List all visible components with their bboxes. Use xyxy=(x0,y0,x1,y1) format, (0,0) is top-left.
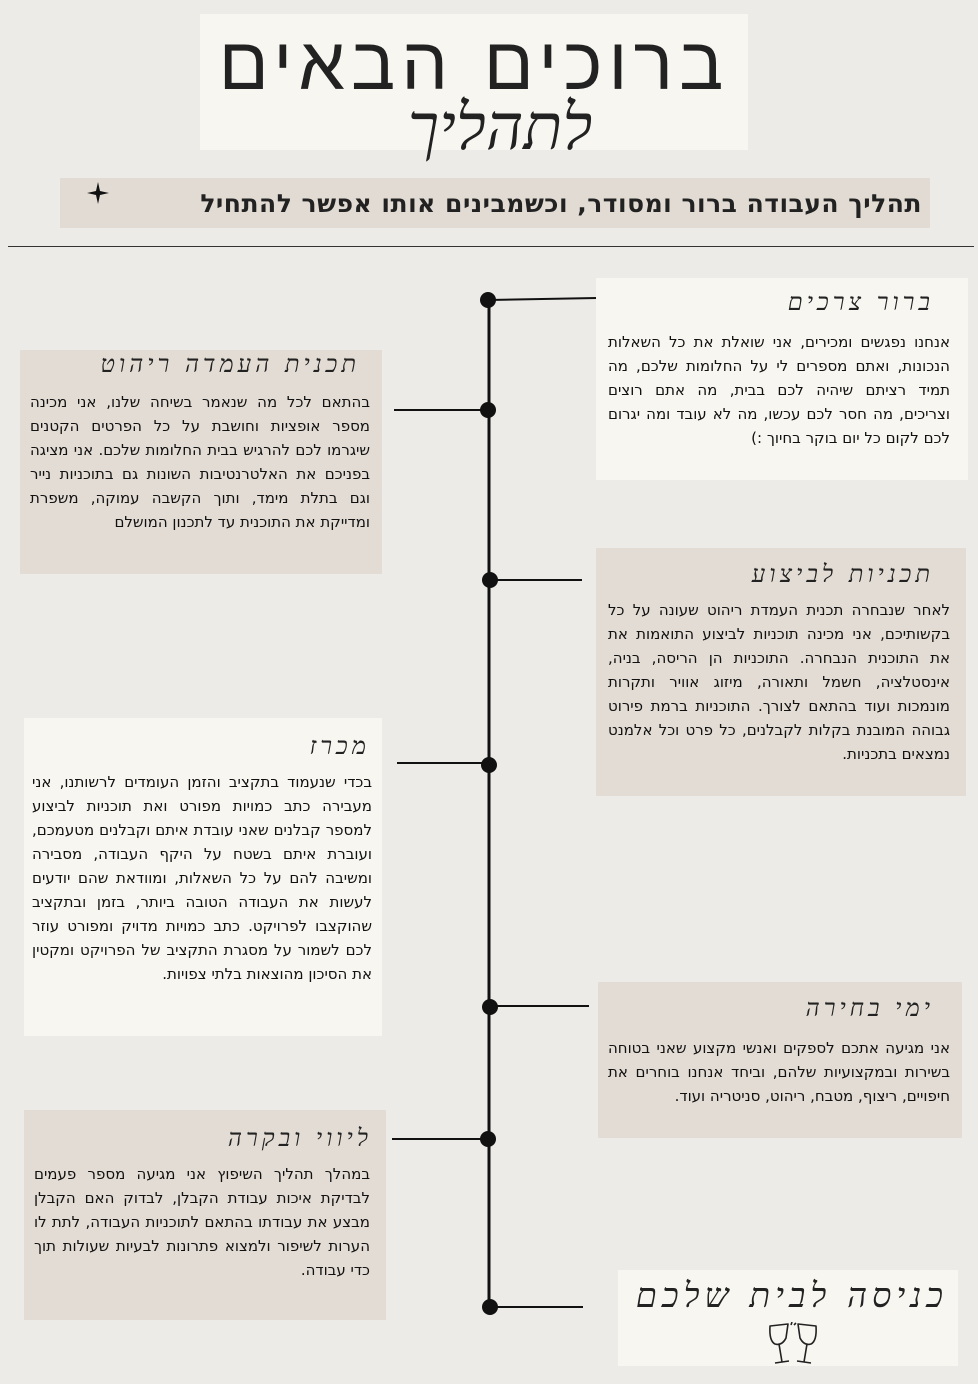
page-subtitle: תהליך העבודה ברור ומסודר, וכשמבינים אותו אפשר להתחיל xyxy=(200,189,922,218)
timeline-connector xyxy=(489,298,597,300)
step-body: לאחר שנבחרה תכנית העמדת ריהוט שעונה על כל בקשותיכם, אני מכינה תוכניות לביצוע התואמות את את התוכנית הנבחרה. התוכניות הן הריסה, בניה, אינסטלציה, חשמל ותאורה, מיזוג אוויר ותקרות מונמכות ועוד בהתאם לצורך. התוכניות ברמת פירוט גבוהה המובנת בקלות לקבלנים, כל פרט וכל אלמנט נמצאים בתכניות. xyxy=(608,601,950,763)
step-title: תכניות לביצוע xyxy=(751,560,934,588)
step-title: מכרז xyxy=(309,732,370,760)
timeline-dot xyxy=(482,999,498,1015)
wine-glasses-icon xyxy=(762,1322,824,1370)
step-body: בכדי שנעמוד בתקציב והזמן העומדים לרשותנו, אני מעבירה כתב כמויות מפורט ואת תוכניות לביצוע למספר קבלנים שאני עובדת איתם וקבלנים מטעמכם, ועוברת איתם בשטח על היקף העבודה, מסבירה ומשיבה להם על כל השאלות, ומוודאת שהם יודעים לעשות את העבודה הטובה ביותר, בזמן ובתקציב שהוקצבו לפרויקט. כתב כמויות מדויק ומפורט עוזר לכם לשמור על מסגרת התקציב של הפרויקט ומקטין את הסיכון מהוצאות בלתי צפויות. xyxy=(32,773,372,983)
ending-title: כניסה לבית שלכם xyxy=(635,1276,948,1316)
page-title: ברוכים הבאים xyxy=(218,21,730,107)
sparkle-icon xyxy=(86,181,110,205)
header-divider xyxy=(8,246,974,247)
timeline-dot xyxy=(482,572,498,588)
step-title: ימי בחירה xyxy=(805,994,934,1022)
timeline-dot xyxy=(480,292,496,308)
step-body: אנחנו נפגשים ומכירים, אני שואלת את כל השאלות הנכונות, ואתם מספרים לי על החלומות שלכם, מה תמיד רציתם שיהיה לכם בבית, מה אתם רוצים וצריכים, מה חסר לכם עכשו, מה לא עובד ומה יגרום לכם לקום כל יום בוקר בחיוך :) xyxy=(608,333,950,447)
step-title: ליווי ובקרה xyxy=(227,1124,372,1152)
step-body: בהתאם לכל מה שנאמר בשיחה שלנו, אני מכינה מספר אופציות וחושבת על כל הפרטים הקטנים שיגרמו לכם להרגיש בבית החלומות שלכם. אני מציגה בפניכם את האלטרנטיבות השונות גם בתוכניות נייר וגם בתלת מימד, ותוך הקשבה עמוקה, משפרת ומדייקת את התוכנית עד לתכנון המושלם xyxy=(30,393,370,531)
step-body: במהלך תהליך השיפוץ אני מגיעה מספר פעמים לבדיקת איכות עבודת הקבלן, לבדוק האם הקבלן מבצע את עבודתו בהתאם לתוכניות העבודה, לתת לו הערות לשיפור ולמצוא פתרונות לבעיות שעולות תוך כדי עבודה. xyxy=(34,1165,370,1279)
step-body: אני מגיעה אתכם לספקים ואנשי מקצוע שאני בטוחה בשירות ובמקצועיות שלהם, וביחד אנחנו בוחרים את חיפויים, ריצוף, מטבח, ריהוט, סניטריה ועוד. xyxy=(608,1039,950,1105)
page-title-script: לתהליך xyxy=(407,91,593,165)
timeline-dot xyxy=(481,757,497,773)
timeline-dot xyxy=(482,1299,498,1315)
timeline-dot xyxy=(480,402,496,418)
step-title: תכנית העמדה ריהוט xyxy=(100,350,360,378)
timeline-dot xyxy=(480,1131,496,1147)
step-title: ברור צרכים xyxy=(787,288,934,316)
